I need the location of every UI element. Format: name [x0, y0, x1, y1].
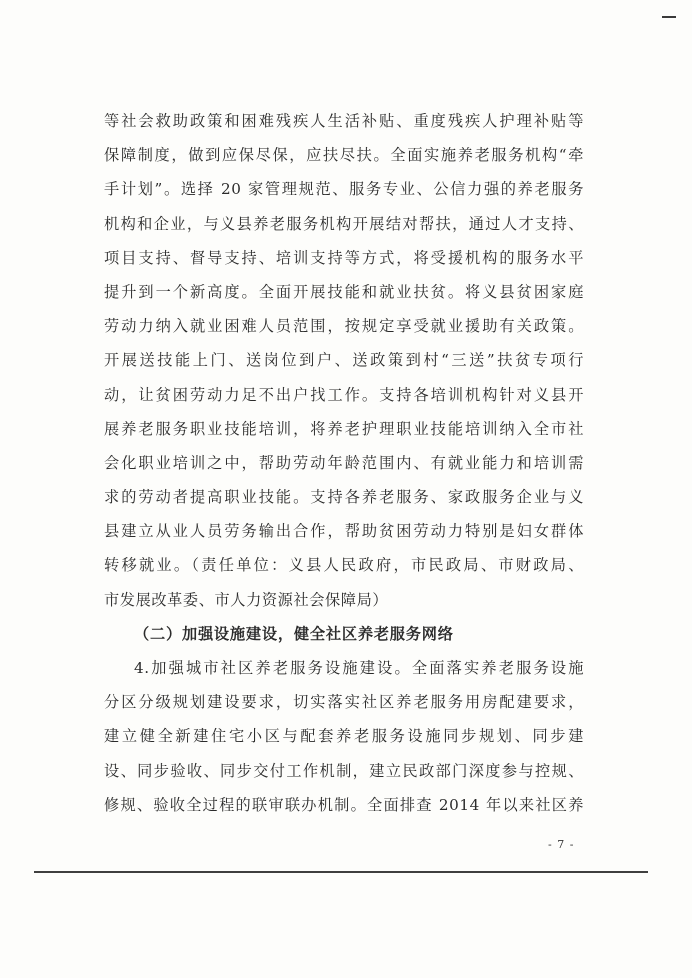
text-line: 手计划”。选择 20 家管理规范、服务专业、公信力强的养老服务	[104, 180, 584, 199]
text-line: 4.加强城市社区养老服务设施建设。全面落实养老服务设施	[134, 659, 584, 677]
paragraph-1	[104, 104, 584, 617]
footer-divider	[34, 871, 648, 873]
text-line: 项目支持、督导支持、培训支持等方式，将受援机构的服务水平	[104, 248, 584, 267]
page-number: - 7 -	[548, 838, 575, 851]
text-line: 建立健全新建住宅小区与配套养老服务设施同步规划、同步建	[104, 727, 584, 746]
text-line: 劳动力纳入就业困难人员范围，按规定享受就业援助有关政策。	[104, 317, 584, 336]
text-line: 动，让贫困劳动力足不出户找工作。支持各培训机构针对义县开	[104, 385, 584, 404]
text-line: 转移就业。（责任单位：义县人民政府，市民政局、市财政局、	[104, 556, 584, 575]
text-line: 求的劳动者提高职业技能。支持各养老服务、家政服务企业与义	[104, 488, 584, 507]
document-body	[104, 104, 584, 822]
text-line: 县建立从业人员劳务输出合作，帮助贫困劳动力特别是妇女群体	[104, 522, 584, 541]
text-line: 等社会救助政策和困难残疾人生活补贴、重度残疾人护理补贴等	[104, 112, 584, 130]
section-heading: （二）加强设施建设，健全社区养老服务网络	[134, 624, 454, 643]
text-line: 开展送技能上门、送岗位到户、送政策到村“三送”扶贫专项行	[104, 351, 584, 370]
text-line: 设、同步验收、同步交付工作机制，建立民政部门深度参与控规、	[104, 761, 584, 780]
corner-mark	[662, 16, 676, 18]
paragraph-2	[104, 651, 584, 822]
text-line: 保障制度，做到应保尽保，应扶尽扶。全面实施养老服务机构“牵	[104, 146, 584, 165]
text-line: 分区分级规划建设要求，切实落实社区养老服务用房配建要求，	[104, 693, 584, 712]
text-line: 展养老服务职业技能培训，将养老护理职业技能培训纳入全市社	[104, 419, 584, 438]
text-line: 提升到一个新高度。全面开展技能和就业扶贫。将义县贫困家庭	[104, 282, 584, 301]
text-line: 会化职业培训之中，帮助劳动年龄范围内、有就业能力和培训需	[104, 453, 584, 472]
text-line: 市发展改革委、市人力资源社会保障局）	[104, 590, 389, 609]
text-line: 机构和企业，与义县养老服务机构开展结对帮扶，通过人才支持、	[104, 214, 584, 233]
text-line: 修规、验收全过程的联审联办机制。全面排查 2014 年以来社区养	[104, 795, 584, 814]
